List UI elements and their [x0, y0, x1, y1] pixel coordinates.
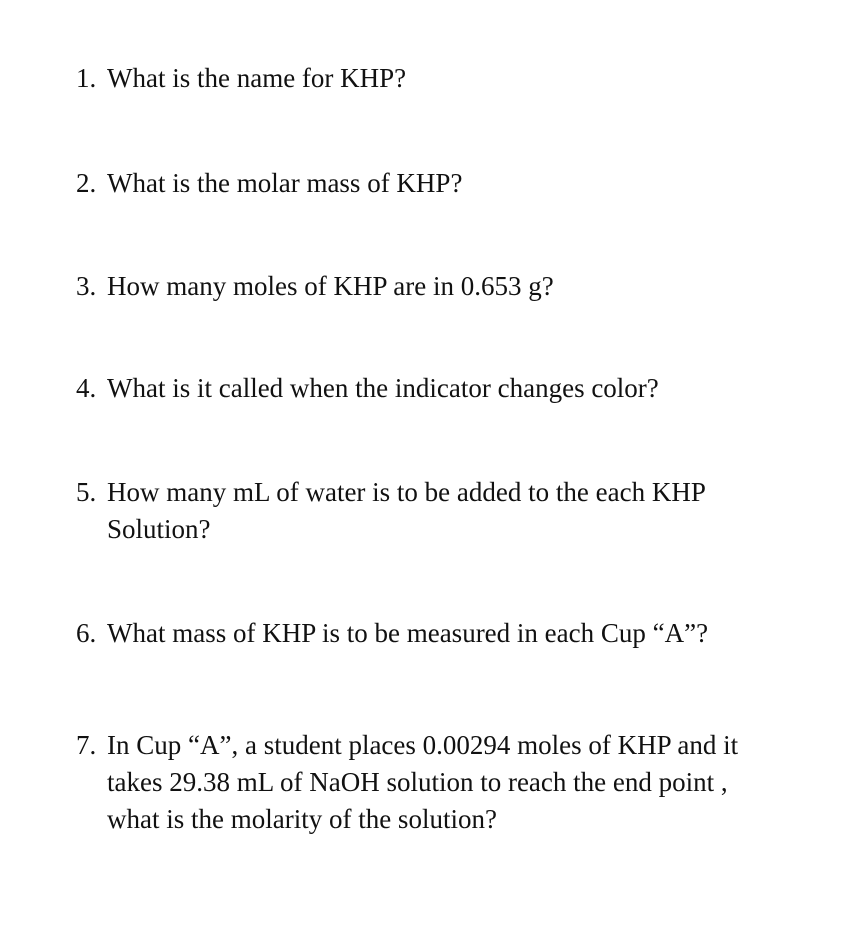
question-line: What mass of KHP is to be measured in each Cup “A”?: [107, 618, 709, 648]
question-text: [107, 370, 836, 407]
question-1: [76, 60, 836, 97]
question-text: [107, 615, 836, 652]
question-text: [107, 474, 836, 548]
question-line: How many mL of water is to be added to the each KHP: [107, 477, 706, 507]
question-number: 6.: [76, 618, 97, 648]
question-number: 4.: [76, 373, 97, 403]
question-text: [107, 165, 836, 202]
question-number: 1.: [76, 63, 97, 93]
question-line: In Cup “A”, a student places 0.00294 moles of KHP and it: [107, 730, 739, 760]
question-line: what is the molarity of the solution?: [107, 804, 497, 834]
question-line: How many moles of KHP are in 0.653 g?: [107, 271, 554, 301]
question-5: [76, 474, 836, 548]
question-line: Solution?: [107, 514, 211, 544]
question-number: 2.: [76, 168, 97, 198]
question-text: [107, 60, 836, 97]
question-number: 5.: [76, 477, 97, 507]
question-line: What is the molar mass of KHP?: [107, 168, 463, 198]
question-6: [76, 615, 836, 652]
question-line: takes 29.38 mL of NaOH solution to reach the end point ,: [107, 767, 728, 797]
question-text: [107, 268, 836, 305]
question-line: What is the name for KHP?: [107, 63, 407, 93]
question-7: [76, 727, 836, 838]
question-3: [76, 268, 836, 305]
question-4: [76, 370, 836, 407]
question-number: 3.: [76, 271, 97, 301]
question-2: [76, 165, 836, 202]
question-text: [107, 727, 836, 838]
question-line: What is it called when the indicator changes color?: [107, 373, 659, 403]
question-number: 7.: [76, 730, 97, 760]
